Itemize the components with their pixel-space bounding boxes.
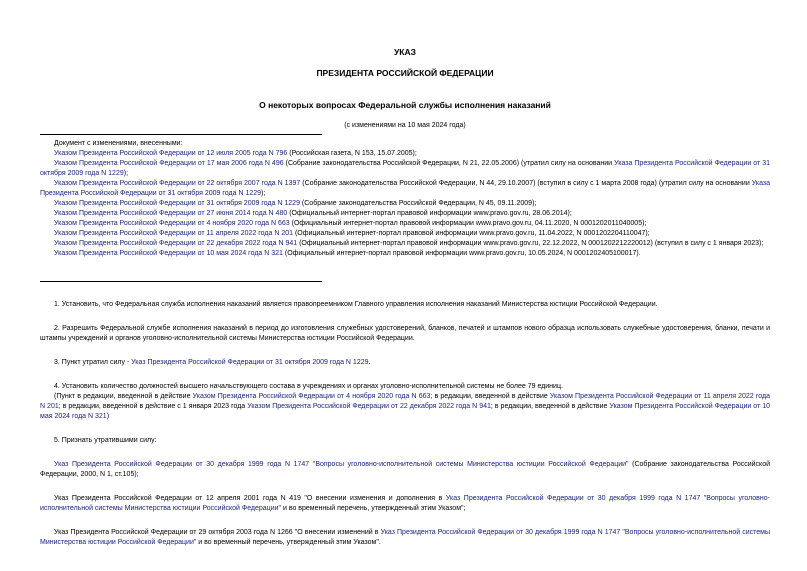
edition-link[interactable]: Указом Президента Российской Федерации от 10 мая 2024 года N 321 <box>40 403 771 420</box>
amendment-item: Указом Президента Российской Федерации от 22 декабря 2022 года N 941 (Официальный интернет-портал правовой информации www.pravo.gov.ru, 22.12.2022, N 0001202212220012) (вступил в силу с 1 января 2023); <box>54 240 764 247</box>
repealed-item: Указ Президента Российской Федерации от 30 декабря 1999 года N 1747 "Вопросы уголовно-исполнительной системы Министерства юстиции Российской Федерации" (Собрание законодательства Российской Федерации, 2000, N 1, ст.105); <box>40 461 770 478</box>
amendment-item: Указом Президента Российской Федерации от 17 мая 2006 года N 496 (Собрание законодательства Российской Федерации, N 21, 22.05.2006) (утратил силу на основании Указа Президента Российской Федерации от 31 октября 2009 года N 1229); <box>40 160 770 177</box>
repealed-item: Указ Президента Российской Федерации от 29 октября 2003 года N 1266 "О внесении изменений в Указ Президента Российской Федерации от 30 декабря 1999 года N 1747 "Вопросы уголовно-исполнительной системы Министерства юстиции Российской Федерации" и во временный перечень, утвержденный этим Указом". <box>40 529 770 546</box>
edition-link[interactable]: Указом Президента Российской Федерации от 22 декабря 2022 года N 941 <box>247 403 491 410</box>
edition-link[interactable]: Указом Президента Российской Федерации от 4 ноября 2020 года N 663 <box>192 393 431 400</box>
amendment-item: Указом Президента Российской Федерации от 12 июля 2005 года N 796 (Российская газета, N 153, 15.07.2005); <box>54 150 417 157</box>
paragraph-1: 1. Установить, что Федеральная служба исполнения наказаний является правопреемником Главного управления исполнения наказаний Министерства юстиции Российской Федерации. <box>54 301 658 308</box>
amendment-item: Указом Президента Российской Федерации от 27 июня 2014 года N 480 (Официальный интернет-портал правовой информации www.pravo.gov.ru, 28.06.2014); <box>54 210 572 217</box>
document-subtitle: (с изменениями на 10 мая 2024 года) <box>344 122 466 129</box>
amendment-item: Указом Президента Российской Федерации от 22 октября 2007 года N 1397 (Собрание законодательства Российской Федерации, N 44, 29.10.2007) (вступил в силу с 1 марта 2008 года) (утратил силу на основании Указа Президента Российской Федерации от 31 октября 2009 года N 1229); <box>40 180 770 197</box>
amendment-item: Указом Президента Российской Федерации от 10 мая 2024 года N 321 (Официальный интернет-портал правовой информации www.pravo.gov.ru, 10.05.2024, N 0001202405100017). <box>54 250 641 257</box>
amendment-item: Указом Президента Российской Федерации от 11 апреля 2022 года N 201 (Официальный интернет-портал правовой информации www.pravo.gov.ru, 11.04.2022, N 0001202204110047); <box>54 230 650 237</box>
amendment-link[interactable]: Указом Президента Российской Федерации от 22 декабря 2022 года N 941 <box>54 240 298 247</box>
top-divider <box>40 134 322 135</box>
amendment-link[interactable]: Указом Президента Российской Федерации от 31 октября 2009 года N 1229 <box>54 200 300 207</box>
amendment-item: Указом Президента Российской Федерации от 31 октября 2009 года N 1229 (Собрание законодательства Российской Федерации, N 45, 09.11.2009); <box>54 200 537 207</box>
amendment-link[interactable]: Указом Президента Российской Федерации от 10 мая 2024 года N 321 <box>54 250 283 257</box>
amendment-link[interactable]: Указом Президента Российской Федерации от 27 июня 2014 года N 480 <box>54 210 288 217</box>
issuer-heading: ПРЕЗИДЕНТА РОССИЙСКОЙ ФЕДЕРАЦИИ <box>316 68 494 78</box>
amendment-item: Указом Президента Российской Федерации от 4 ноября 2020 года N 663 (Официальный интернет-портал правовой информации www.pravo.gov.ru, 04.11.2020, N 0001202011040005); <box>54 220 647 227</box>
repeal-link[interactable]: Указ Президента Российской Федерации от 31 октября 2009 года N 1229 <box>131 359 369 366</box>
repealed-decree-link[interactable]: Указ Президента Российской Федерации от 30 декабря 1999 года N 1747 "Вопросы уголовно-исполнительной системы Министерства юстиции Российской Федерации" <box>40 529 770 546</box>
paragraph-4: 4. Установить количество должностей высшего начальствующего состава в учреждениях и органах уголовно-исполнительной системы не более 79 единиц. <box>54 383 563 390</box>
repealed-decree-link[interactable]: Указ Президента Российской Федерации от 30 декабря 1999 года N 1747 "Вопросы уголовно-исполнительной системы Министерства юстиции Российской Федерации" <box>54 461 629 468</box>
amendment-link[interactable]: Указом Президента Российской Федерации от 22 октября 2007 года N 1397 <box>54 180 301 187</box>
amendment-link[interactable]: Указом Президента Российской Федерации от 12 июля 2005 года N 796 <box>54 150 288 157</box>
decree-heading: УКАЗ <box>394 47 416 57</box>
amendment-link[interactable]: Указа Президента Российской Федерации от 31 октября 2009 года N 1229 <box>40 160 770 177</box>
paragraph-4-note: (Пункт в редакции, введенной в действие Указом Президента Российской Федерации от 4 ноября 2020 года N 663; в редакции, введенной в действие Указом Президента Российской Федерации от 11 апреля 2022 года N 201; в редакции, введенной в действие с 1 января 2023 года Указом Президента Российской Федерации от 22 декабря 2022 года N 941; в редакции, введенной в действие Указом Президента Российской Федерации от 10 мая 2024 года N 321) <box>40 393 771 420</box>
amendment-link[interactable]: Указом Президента Российской Федерации от 11 апреля 2022 года N 201 <box>54 230 294 237</box>
decree-body <box>40 300 770 548</box>
paragraph-2: 2. Разрешить Федеральной службе исполнения наказаний в период до изготовления служебных удостоверений, бланков, печатей и штампов нового образца использовать служебные удостоверения, бланки, печати и штампы учреждений и органов уголовно-исполнительной системы Министерства юстиции Российской Федерации. <box>40 325 770 342</box>
document-title: О некоторых вопросах Федеральной службы исполнения наказаний <box>259 100 551 110</box>
amendment-link[interactable]: Указом Президента Российской Федерации от 17 мая 2006 года N 496 <box>54 160 284 167</box>
paragraph-3: 3. Пункт утратил силу - Указ Президента Российской Федерации от 31 октября 2009 года N 1229. <box>54 359 371 366</box>
amendments-intro: Документ с изменениями, внесенными: <box>54 140 183 147</box>
edition-link[interactable]: Указом Президента Российской Федерации от 11 апреля 2022 года N 201 <box>40 393 770 410</box>
bottom-divider <box>40 281 322 282</box>
paragraph-5: 5. Признать утратившими силу: <box>54 437 157 444</box>
repealed-decree-link[interactable]: Указ Президента Российской Федерации от 30 декабря 1999 года N 1747 "Вопросы уголовно-исполнительной системы Министерства юстиции Российской Федерации" <box>40 495 770 512</box>
repealed-item: Указ Президента Российской Федерации от 12 апреля 2001 года N 419 "О внесении изменения и дополнения в Указ Президента Российской Федерации от 30 декабря 1999 года N 1747 "Вопросы уголовно-исполнительной системы Министерства юстиции Российской Федерации" и во временный перечень, утвержденный этим Указом"; <box>40 495 770 512</box>
amendments-block <box>40 139 770 259</box>
amendment-link[interactable]: Указа Президента Российской Федерации от 31 октября 2009 года N 1229 <box>40 180 770 197</box>
amendment-link[interactable]: Указом Президента Российской Федерации от 4 ноября 2020 года N 663 <box>54 220 290 227</box>
